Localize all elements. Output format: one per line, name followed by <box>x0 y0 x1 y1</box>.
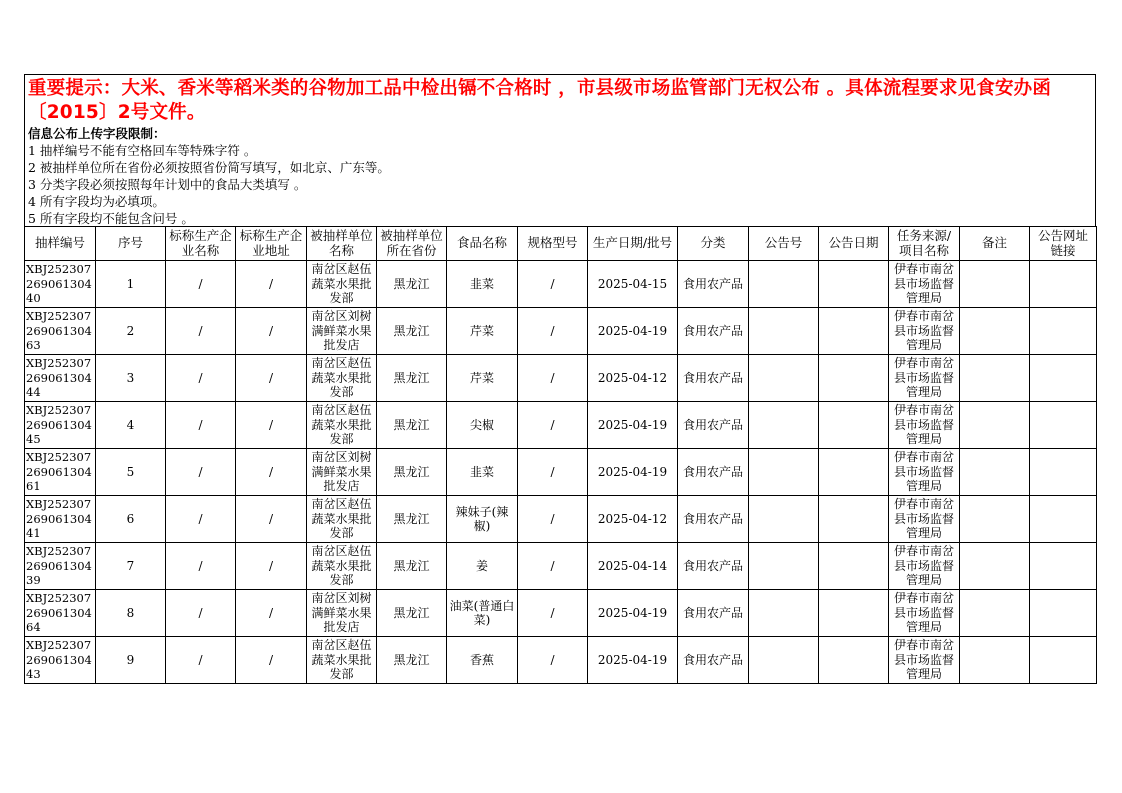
column-header: 分类 <box>678 227 749 261</box>
column-header: 标称生产企业地址 <box>236 227 307 261</box>
table-cell: / <box>518 496 588 543</box>
table-cell <box>819 355 889 402</box>
table-cell <box>1030 355 1097 402</box>
table-row <box>25 402 1097 449</box>
table-cell: 食用农产品 <box>678 590 749 637</box>
table-cell: 香蕉 <box>447 637 518 684</box>
table-cell <box>960 449 1030 496</box>
table-cell: / <box>166 355 236 402</box>
table-cell: 2025-04-19 <box>588 637 678 684</box>
table-cell: 黑龙江 <box>377 261 447 308</box>
table-cell <box>819 496 889 543</box>
rule-item: 5 所有字段均不能包含问号 。 <box>28 211 194 226</box>
spreadsheet-page <box>24 74 1096 684</box>
table-cell: XBJ25230726906130444 <box>25 355 96 402</box>
table-cell: XBJ25230726906130441 <box>25 496 96 543</box>
column-header: 公告号 <box>749 227 819 261</box>
rule-item: 3 分类字段必须按照每年计划中的食品大类填写 。 <box>28 177 307 192</box>
table-cell: 食用农产品 <box>678 355 749 402</box>
rule-item: 4 所有字段均为必填项。 <box>28 194 165 209</box>
table-row <box>25 355 1097 402</box>
table-cell: 2025-04-19 <box>588 308 678 355</box>
table-cell: XBJ25230726906130461 <box>25 449 96 496</box>
table-row <box>25 449 1097 496</box>
table-cell: 黑龙江 <box>377 355 447 402</box>
table-cell: 油菜(普通白菜) <box>447 590 518 637</box>
table-cell <box>1030 261 1097 308</box>
table-cell: XBJ25230726906130463 <box>25 308 96 355</box>
table-cell <box>749 449 819 496</box>
table-cell: 食用农产品 <box>678 402 749 449</box>
table-cell: XBJ25230726906130440 <box>25 261 96 308</box>
table-cell: 2025-04-19 <box>588 590 678 637</box>
table-cell <box>749 496 819 543</box>
table-cell <box>749 590 819 637</box>
table-cell: 2 <box>96 308 166 355</box>
table-cell: 韭菜 <box>447 449 518 496</box>
table-cell: 2025-04-12 <box>588 496 678 543</box>
table-cell: 黑龙江 <box>377 449 447 496</box>
table-cell: / <box>166 496 236 543</box>
table-cell <box>819 543 889 590</box>
table-cell: 食用农产品 <box>678 543 749 590</box>
table-cell: 南岔区刘树满鲜菜水果批发店 <box>307 449 377 496</box>
table-cell <box>1030 543 1097 590</box>
table-cell: XBJ25230726906130464 <box>25 590 96 637</box>
table-cell: / <box>518 308 588 355</box>
table-cell <box>819 449 889 496</box>
table-cell <box>960 637 1030 684</box>
table-cell: 姜 <box>447 543 518 590</box>
table-cell: 黑龙江 <box>377 590 447 637</box>
table-cell <box>960 543 1030 590</box>
table-cell <box>1030 402 1097 449</box>
table-cell <box>749 355 819 402</box>
table-row <box>25 308 1097 355</box>
table-cell: 黑龙江 <box>377 496 447 543</box>
table-row <box>25 496 1097 543</box>
table-row <box>25 543 1097 590</box>
table-cell: / <box>166 261 236 308</box>
column-header: 序号 <box>96 227 166 261</box>
table-cell: 伊春市南岔县市场监督管理局 <box>889 590 960 637</box>
table-cell: 2025-04-19 <box>588 449 678 496</box>
table-cell: 南岔区赵伍蔬菜水果批发部 <box>307 637 377 684</box>
table-cell: 6 <box>96 496 166 543</box>
table-row <box>25 637 1097 684</box>
table-cell: 2025-04-19 <box>588 402 678 449</box>
table-cell: / <box>236 496 307 543</box>
table-cell: 伊春市南岔县市场监督管理局 <box>889 402 960 449</box>
column-header: 备注 <box>960 227 1030 261</box>
table-cell: 南岔区刘树满鲜菜水果批发店 <box>307 590 377 637</box>
table-cell: 南岔区赵伍蔬菜水果批发部 <box>307 355 377 402</box>
table-cell: 黑龙江 <box>377 637 447 684</box>
table-cell <box>819 590 889 637</box>
column-header: 食品名称 <box>447 227 518 261</box>
table-cell: 7 <box>96 543 166 590</box>
table-body <box>25 261 1097 684</box>
table-row <box>25 590 1097 637</box>
table-cell: / <box>518 355 588 402</box>
notice-box <box>24 74 1096 226</box>
table-cell: / <box>518 543 588 590</box>
table-cell <box>819 308 889 355</box>
column-header: 生产日期/批号 <box>588 227 678 261</box>
column-header: 标称生产企业名称 <box>166 227 236 261</box>
table-cell: / <box>166 308 236 355</box>
column-header: 任务来源/项目名称 <box>889 227 960 261</box>
table-cell: 食用农产品 <box>678 496 749 543</box>
table-cell: 辣妹子(辣椒) <box>447 496 518 543</box>
table-cell: 8 <box>96 590 166 637</box>
table-cell: / <box>236 590 307 637</box>
table-cell: / <box>166 637 236 684</box>
column-header: 规格型号 <box>518 227 588 261</box>
table-cell: 韭菜 <box>447 261 518 308</box>
rules-title: 信息公布上传字段限制： <box>28 126 166 141</box>
rule-item: 2 被抽样单位所在省份必须按照省份简写填写，如北京、广东等。 <box>28 160 390 175</box>
table-cell: / <box>236 449 307 496</box>
table-cell: 南岔区赵伍蔬菜水果批发部 <box>307 496 377 543</box>
column-header: 被抽样单位名称 <box>307 227 377 261</box>
table-cell <box>749 308 819 355</box>
table-cell <box>1030 449 1097 496</box>
table-cell: 食用农产品 <box>678 308 749 355</box>
table-cell: / <box>236 637 307 684</box>
table-cell: 伊春市南岔县市场监督管理局 <box>889 496 960 543</box>
table-cell <box>960 308 1030 355</box>
table-cell <box>819 637 889 684</box>
table-cell: 1 <box>96 261 166 308</box>
table-cell: 3 <box>96 355 166 402</box>
table-cell: / <box>236 402 307 449</box>
table-cell: XBJ25230726906130439 <box>25 543 96 590</box>
table-cell <box>749 637 819 684</box>
table-cell: / <box>166 590 236 637</box>
table-cell: / <box>166 543 236 590</box>
table-cell: 伊春市南岔县市场监督管理局 <box>889 449 960 496</box>
table-cell: 4 <box>96 402 166 449</box>
table-cell <box>1030 496 1097 543</box>
table-cell <box>1030 308 1097 355</box>
table-cell: 南岔区刘树满鲜菜水果批发店 <box>307 308 377 355</box>
table-cell: / <box>166 402 236 449</box>
table-cell: / <box>236 308 307 355</box>
table-cell: 黑龙江 <box>377 402 447 449</box>
table-cell <box>960 402 1030 449</box>
column-header: 抽样编号 <box>25 227 96 261</box>
table-cell: 南岔区赵伍蔬菜水果批发部 <box>307 402 377 449</box>
table-cell: XBJ25230726906130445 <box>25 402 96 449</box>
table-cell: 5 <box>96 449 166 496</box>
table-cell: 芹菜 <box>447 308 518 355</box>
table-cell: 伊春市南岔县市场监督管理局 <box>889 355 960 402</box>
column-header: 被抽样单位所在省份 <box>377 227 447 261</box>
sampling-results-table <box>24 226 1097 684</box>
table-cell: 芹菜 <box>447 355 518 402</box>
table-header-row <box>25 227 1097 261</box>
table-cell: 2025-04-15 <box>588 261 678 308</box>
table-cell: XBJ25230726906130443 <box>25 637 96 684</box>
table-cell: / <box>518 261 588 308</box>
table-cell: / <box>166 449 236 496</box>
table-cell: 食用农产品 <box>678 637 749 684</box>
table-cell <box>1030 590 1097 637</box>
table-cell <box>749 543 819 590</box>
table-cell <box>749 402 819 449</box>
table-cell: / <box>518 449 588 496</box>
table-cell: 食用农产品 <box>678 449 749 496</box>
table-cell: / <box>236 355 307 402</box>
table-cell <box>819 402 889 449</box>
table-cell: / <box>518 590 588 637</box>
table-cell <box>960 261 1030 308</box>
table-cell: 2025-04-12 <box>588 355 678 402</box>
table-cell: 9 <box>96 637 166 684</box>
rule-item: 1 抽样编号不能有空格回车等特殊字符 。 <box>28 143 257 158</box>
table-cell: 南岔区赵伍蔬菜水果批发部 <box>307 543 377 590</box>
table-cell <box>819 261 889 308</box>
table-cell: / <box>236 261 307 308</box>
table-cell: 2025-04-14 <box>588 543 678 590</box>
table-cell <box>960 590 1030 637</box>
table-cell: 尖椒 <box>447 402 518 449</box>
table-cell: 南岔区赵伍蔬菜水果批发部 <box>307 261 377 308</box>
table-cell: / <box>518 637 588 684</box>
table-cell: / <box>236 543 307 590</box>
table-cell: 伊春市南岔县市场监督管理局 <box>889 543 960 590</box>
important-warning: 重要提示：大米、香米等稻米类的谷物加工品中检出镉不合格时 ，市县级市场监管部门无权公布 。具体流程要求见食安办函〔2015〕2号文件。 <box>28 78 1052 123</box>
table-cell: 伊春市南岔县市场监督管理局 <box>889 261 960 308</box>
column-header: 公告网址链接 <box>1030 227 1097 261</box>
table-cell <box>960 355 1030 402</box>
table-cell: 黑龙江 <box>377 308 447 355</box>
table-cell: 伊春市南岔县市场监督管理局 <box>889 308 960 355</box>
table-cell: 黑龙江 <box>377 543 447 590</box>
table-cell: 伊春市南岔县市场监督管理局 <box>889 637 960 684</box>
table-cell: / <box>518 402 588 449</box>
column-header: 公告日期 <box>819 227 889 261</box>
table-row <box>25 261 1097 308</box>
table-cell <box>1030 637 1097 684</box>
table-cell: 食用农产品 <box>678 261 749 308</box>
table-cell <box>749 261 819 308</box>
table-cell <box>960 496 1030 543</box>
